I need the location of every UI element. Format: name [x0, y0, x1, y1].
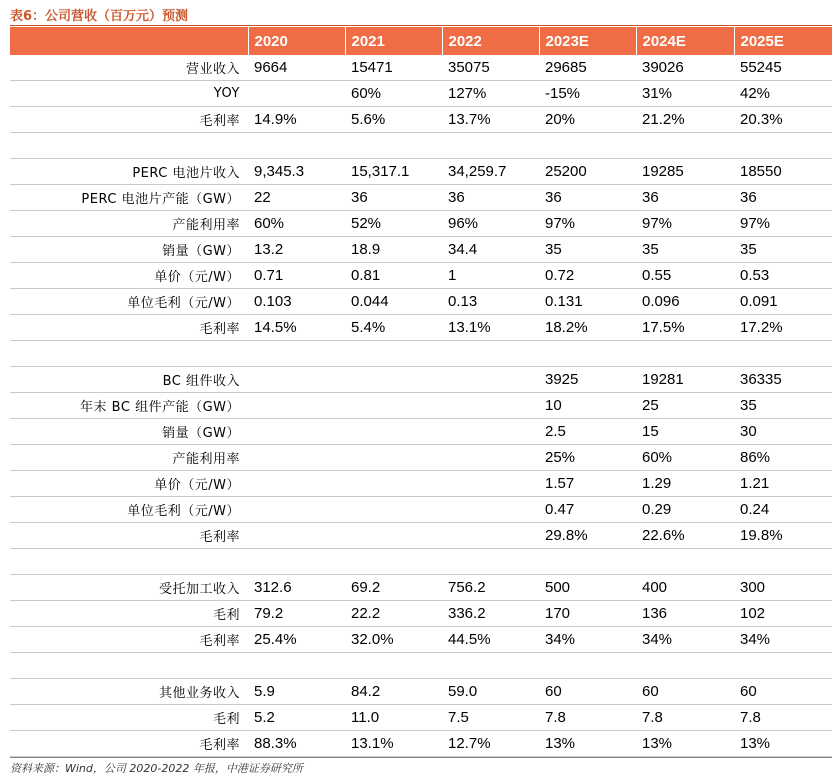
row-label: YOY: [10, 81, 248, 107]
table-cell: 14.9%: [248, 107, 345, 133]
table-cell: 0.096: [636, 289, 734, 315]
table-cell: [345, 653, 442, 679]
header-cell-2024e: 2024E: [636, 27, 734, 55]
table-cell: [442, 653, 539, 679]
table-cell: 13%: [636, 731, 734, 757]
table-cell: [248, 653, 345, 679]
table-cell: 170: [539, 601, 636, 627]
table-row: [10, 705, 832, 731]
table-cell: [442, 497, 539, 523]
table-cell: 7.8: [539, 705, 636, 731]
table-cell: [248, 445, 345, 471]
table-cell: [345, 445, 442, 471]
table-cell: 15: [636, 419, 734, 445]
table-cell: 0.103: [248, 289, 345, 315]
table-cell: [442, 445, 539, 471]
table-cell: 59.0: [442, 679, 539, 705]
source-note: 资料来源：Wind，公司 2020-2022 年报，中港证券研究所: [10, 762, 303, 775]
table-cell: 0.131: [539, 289, 636, 315]
table-cell: 13.2: [248, 237, 345, 263]
table-row: [10, 601, 832, 627]
table-cell: [248, 523, 345, 549]
table-cell: [636, 549, 734, 575]
table-cell: 136: [636, 601, 734, 627]
table-cell: [248, 471, 345, 497]
table-cell: 5.2: [248, 705, 345, 731]
table-cell: 34%: [734, 627, 832, 653]
header-cell-label: [10, 27, 248, 55]
table-cell: [636, 133, 734, 159]
table-cell: 29.8%: [539, 523, 636, 549]
table-body: [10, 55, 832, 757]
table-cell: 35: [636, 237, 734, 263]
row-label: [10, 549, 248, 575]
row-label: 单价（元/W）: [10, 263, 248, 289]
table-cell: 30: [734, 419, 832, 445]
table-row: [10, 55, 832, 81]
header-cell-2020: 2020: [248, 27, 345, 55]
table-cell: [442, 133, 539, 159]
header-cell-2022: 2022: [442, 27, 539, 55]
table-row: [10, 315, 832, 341]
table-cell: [248, 497, 345, 523]
table-cell: 84.2: [345, 679, 442, 705]
table-cell: 5.4%: [345, 315, 442, 341]
table-cell: [734, 549, 832, 575]
table-cell: 9664: [248, 55, 345, 81]
table-row: [10, 523, 832, 549]
table-cell: 13%: [734, 731, 832, 757]
table-cell: 60: [636, 679, 734, 705]
table-cell: [442, 549, 539, 575]
table-cell: 32.0%: [345, 627, 442, 653]
table-cell: [248, 393, 345, 419]
table-row: [10, 263, 832, 289]
row-label: 其他业务收入: [10, 679, 248, 705]
row-label: BC 组件收入: [10, 367, 248, 393]
table-cell: 0.71: [248, 263, 345, 289]
row-label: 毛利: [10, 601, 248, 627]
table-cell: 60%: [345, 81, 442, 107]
table-cell: [539, 341, 636, 367]
table-cell: [345, 549, 442, 575]
table-cell: 60%: [636, 445, 734, 471]
table-cell: [345, 497, 442, 523]
row-label: 营业收入: [10, 55, 248, 81]
table-cell: [248, 133, 345, 159]
table-cell: 69.2: [345, 575, 442, 601]
table-cell: 34,259.7: [442, 159, 539, 185]
table-cell: [248, 367, 345, 393]
table-cell: [248, 419, 345, 445]
table-cell: 96%: [442, 211, 539, 237]
table-cell: [442, 367, 539, 393]
table-cell: 2.5: [539, 419, 636, 445]
table-cell: 13%: [539, 731, 636, 757]
table-cell: 20%: [539, 107, 636, 133]
table-cell: [442, 419, 539, 445]
table-cell: 0.55: [636, 263, 734, 289]
table-cell: 13.7%: [442, 107, 539, 133]
table-cell: [345, 471, 442, 497]
table-row: [10, 393, 832, 419]
row-label: PERC 电池片产能（GW）: [10, 185, 248, 211]
table-cell: 34%: [636, 627, 734, 653]
table-cell: 18.9: [345, 237, 442, 263]
table-row: [10, 367, 832, 393]
table-cell: 20.3%: [734, 107, 832, 133]
table-cell: [345, 341, 442, 367]
header-row: [10, 27, 832, 55]
table-cell: 1.29: [636, 471, 734, 497]
table-cell: 5.9: [248, 679, 345, 705]
table-cell: 10: [539, 393, 636, 419]
table-cell: 400: [636, 575, 734, 601]
table-cell: 36: [442, 185, 539, 211]
header-cell-2021: 2021: [345, 27, 442, 55]
table-title: 表6：公司营收（百万元）预测: [10, 9, 189, 24]
row-label: 毛利: [10, 705, 248, 731]
table-row: [10, 237, 832, 263]
table-cell: 79.2: [248, 601, 345, 627]
table-cell: 127%: [442, 81, 539, 107]
table-cell: 0.81: [345, 263, 442, 289]
row-label: [10, 341, 248, 367]
table-row: [10, 107, 832, 133]
header-cell-2023e: 2023E: [539, 27, 636, 55]
table-cell: 34.4: [442, 237, 539, 263]
table-row: [10, 289, 832, 315]
row-label: [10, 653, 248, 679]
spacer-row: [10, 653, 832, 679]
table-cell: 88.3%: [248, 731, 345, 757]
table-cell: [539, 653, 636, 679]
row-label: 毛利率: [10, 523, 248, 549]
table-cell: 11.0: [345, 705, 442, 731]
table-cell: [636, 653, 734, 679]
table-cell: [442, 393, 539, 419]
table-row: [10, 445, 832, 471]
table-cell: 300: [734, 575, 832, 601]
row-label: 单位毛利（元/W）: [10, 289, 248, 315]
table-cell: [636, 341, 734, 367]
table-cell: 756.2: [442, 575, 539, 601]
table-cell: 36335: [734, 367, 832, 393]
table-cell: [734, 341, 832, 367]
spacer-row: [10, 549, 832, 575]
table-cell: 17.2%: [734, 315, 832, 341]
forecast-table: [10, 27, 832, 757]
table-cell: 7.5: [442, 705, 539, 731]
table-cell: 25.4%: [248, 627, 345, 653]
table-cell: 39026: [636, 55, 734, 81]
table-cell: [248, 341, 345, 367]
table-cell: 36: [539, 185, 636, 211]
table-cell: 25: [636, 393, 734, 419]
table-cell: 35: [734, 237, 832, 263]
row-label: 年末 BC 组件产能（GW）: [10, 393, 248, 419]
row-label: 毛利率: [10, 627, 248, 653]
row-label: 毛利率: [10, 107, 248, 133]
row-label: 产能利用率: [10, 445, 248, 471]
table-cell: 1.57: [539, 471, 636, 497]
table-row: [10, 497, 832, 523]
table-cell: 9,345.3: [248, 159, 345, 185]
row-label: 毛利率: [10, 731, 248, 757]
header-cell-2025e: 2025E: [734, 27, 832, 55]
table-cell: 14.5%: [248, 315, 345, 341]
table-cell: 0.13: [442, 289, 539, 315]
table-cell: 19285: [636, 159, 734, 185]
table-cell: [442, 523, 539, 549]
table-cell: 25200: [539, 159, 636, 185]
row-label: 产能利用率: [10, 211, 248, 237]
table-cell: 7.8: [636, 705, 734, 731]
table-cell: 35075: [442, 55, 539, 81]
table-row: [10, 575, 832, 601]
table-cell: 19.8%: [734, 523, 832, 549]
table-cell: 15471: [345, 55, 442, 81]
table-cell: 18550: [734, 159, 832, 185]
table-cell: 29685: [539, 55, 636, 81]
row-label: 受托加工收入: [10, 575, 248, 601]
table-cell: 35: [734, 393, 832, 419]
table-cell: 36: [636, 185, 734, 211]
table-cell: 31%: [636, 81, 734, 107]
table-cell: 60: [734, 679, 832, 705]
table-cell: 7.8: [734, 705, 832, 731]
table-cell: 0.53: [734, 263, 832, 289]
table-cell: 336.2: [442, 601, 539, 627]
row-label: 销量（GW）: [10, 419, 248, 445]
table-cell: 17.5%: [636, 315, 734, 341]
table-cell: 5.6%: [345, 107, 442, 133]
table-cell: 97%: [734, 211, 832, 237]
table-cell: 312.6: [248, 575, 345, 601]
title-divider: [10, 25, 832, 26]
table-cell: 35: [539, 237, 636, 263]
table-cell: 102: [734, 601, 832, 627]
table-row: [10, 679, 832, 705]
table-cell: 15,317.1: [345, 159, 442, 185]
table-cell: 25%: [539, 445, 636, 471]
table-cell: [345, 523, 442, 549]
table-cell: [248, 81, 345, 107]
table-cell: 19281: [636, 367, 734, 393]
table-cell: 500: [539, 575, 636, 601]
table-cell: [442, 341, 539, 367]
table-row: [10, 185, 832, 211]
table-cell: 44.5%: [442, 627, 539, 653]
table-cell: 0.29: [636, 497, 734, 523]
table-cell: [539, 133, 636, 159]
table-cell: [345, 393, 442, 419]
table-cell: 52%: [345, 211, 442, 237]
row-label: 销量（GW）: [10, 237, 248, 263]
table-row: [10, 627, 832, 653]
table-cell: 0.47: [539, 497, 636, 523]
table-cell: 3925: [539, 367, 636, 393]
table-cell: 12.7%: [442, 731, 539, 757]
table-cell: 42%: [734, 81, 832, 107]
table-row: [10, 81, 832, 107]
table-cell: 22.6%: [636, 523, 734, 549]
table-row: [10, 471, 832, 497]
row-label: 毛利率: [10, 315, 248, 341]
spacer-row: [10, 133, 832, 159]
table-cell: 22.2: [345, 601, 442, 627]
table-row: [10, 159, 832, 185]
table-cell: [539, 549, 636, 575]
table-cell: 22: [248, 185, 345, 211]
row-label: 单位毛利（元/W）: [10, 497, 248, 523]
table-cell: [734, 653, 832, 679]
table-row: [10, 419, 832, 445]
table-cell: 0.24: [734, 497, 832, 523]
row-label: [10, 133, 248, 159]
table-cell: 60%: [248, 211, 345, 237]
table-cell: [345, 133, 442, 159]
spacer-row: [10, 341, 832, 367]
table-cell: [734, 133, 832, 159]
table-row: [10, 731, 832, 757]
table-cell: 36: [734, 185, 832, 211]
table-cell: 1.21: [734, 471, 832, 497]
source-divider: [10, 757, 832, 758]
table-cell: [442, 471, 539, 497]
table-row: [10, 211, 832, 237]
table-cell: 1: [442, 263, 539, 289]
table-cell: 13.1%: [345, 731, 442, 757]
table-cell: [345, 367, 442, 393]
table-cell: 60: [539, 679, 636, 705]
table-cell: 86%: [734, 445, 832, 471]
row-label: PERC 电池片收入: [10, 159, 248, 185]
table-cell: [248, 549, 345, 575]
table-cell: 18.2%: [539, 315, 636, 341]
table-cell: -15%: [539, 81, 636, 107]
table-cell: 0.72: [539, 263, 636, 289]
table-cell: 13.1%: [442, 315, 539, 341]
table-cell: 55245: [734, 55, 832, 81]
table-cell: 21.2%: [636, 107, 734, 133]
table-cell: [345, 419, 442, 445]
table-cell: 97%: [636, 211, 734, 237]
table-cell: 0.044: [345, 289, 442, 315]
table-cell: 0.091: [734, 289, 832, 315]
table-cell: 97%: [539, 211, 636, 237]
row-label: 单价（元/W）: [10, 471, 248, 497]
table-cell: 34%: [539, 627, 636, 653]
table-cell: 36: [345, 185, 442, 211]
